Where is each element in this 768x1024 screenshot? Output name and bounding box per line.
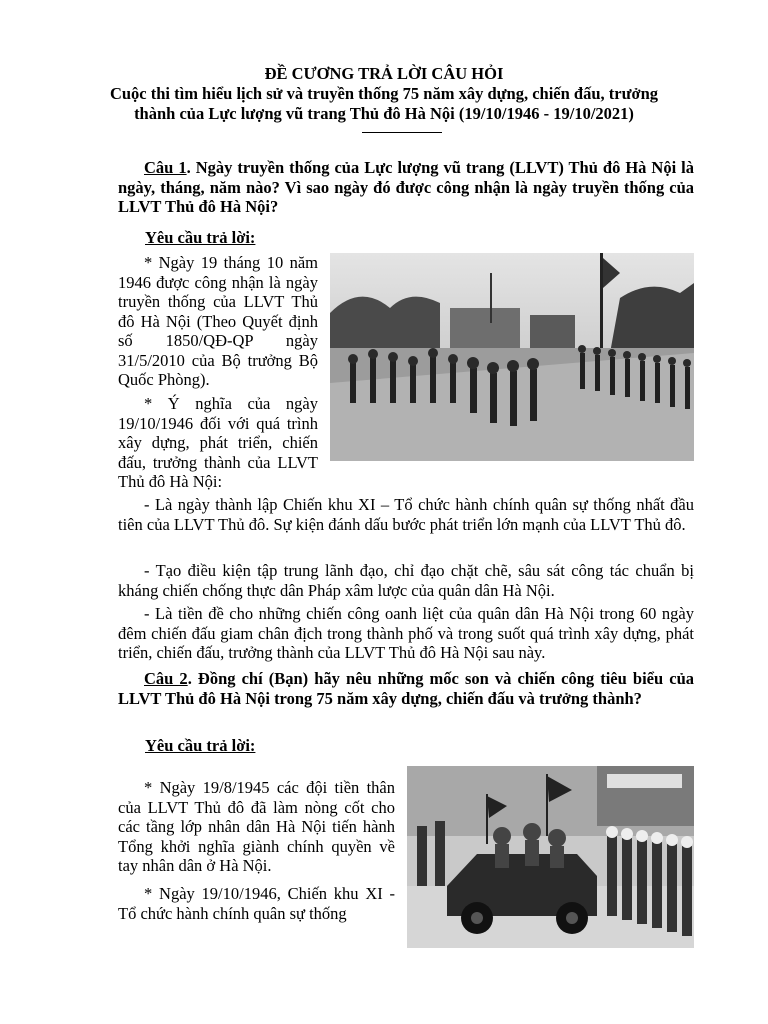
question-1	[118, 158, 694, 217]
historical-photo-troops-parade	[330, 253, 694, 461]
doc-subtitle-line1: Cuộc thi tìm hiểu lịch sử và truyền thống 75 năm xây dựng, chiến đấu, trưởng	[109, 84, 659, 103]
q1-bullet-1: - Là ngày thành lập Chiến khu XI – Tổ chức hành chính quân sự thống nhất đầu tiên của LLVT Thủ đô. Sự kiện đánh dấu bước phát triển lớn mạnh của LLVT Thủ đô.	[118, 495, 694, 534]
title-divider	[362, 132, 442, 133]
question-1-text: . Ngày truyền thống của Lực lượng vũ trang (LLVT) Thủ đô Hà Nội là ngày, tháng, năm nào? Vì sao ngày đó được công nhận là ngày truyền thống của LLVT Thủ đô Hà Nội?	[118, 158, 694, 216]
question-2	[118, 669, 694, 708]
q2-answer-point-1: * Ngày 19/8/1945 các đội tiền thân của LLVT Thủ đô đã làm nòng cốt cho các tầng lớp nhân dân Hà Nội tiến hành Tổng khởi nghĩa giành chính quyền về tay nhân dân ở Hà Nội.	[118, 778, 395, 875]
q1-answer-point-1: * Ngày 19 tháng 10 năm 1946 được công nhận là ngày truyền thống của LLVT Thủ đô Hà Nội (Theo Quyết định số 1850/QĐ-QP ngày 31/5/2010 của Bộ trưởng Bộ Quốc Phòng).	[118, 253, 318, 389]
question-2-label: Câu 2	[144, 669, 188, 688]
answer-requirement-label-2: Yêu cầu trả lời:	[145, 736, 256, 755]
question-2-text: . Đồng chí (Bạn) hãy nêu những mốc son và chiến công tiêu biểu của LLVT Thủ đô Hà Nội trong 75 năm xây dựng, chiến đấu và trưởng thành?	[118, 669, 694, 708]
q1-bullet-3: - Là tiền đề cho những chiến công oanh liệt của quân dân Hà Nội trong 60 ngày đêm chiến đấu giam chân địch trong thành phố và trong suốt quá trình xây dựng, phát triển, chiến đấu, trưởng thành của LLVT Thủ đô Hà Nội sau này.	[118, 604, 694, 662]
historical-photo-jeep-crowd	[407, 766, 694, 948]
answer-requirement-label-1: Yêu cầu trả lời:	[145, 228, 256, 247]
q1-answer-point-2: * Ý nghĩa của ngày 19/10/1946 đối với quá trình xây dựng, phát triển, chiến đấu, trưởng thành của LLVT Thủ đô Hà Nội:	[118, 394, 318, 491]
question-1-label: Câu 1	[144, 158, 187, 177]
doc-subtitle-line2: thành của Lực lượng vũ trang Thủ đô Hà Nội (19/10/1946 - 19/10/2021)	[134, 104, 634, 123]
q1-bullet-2: - Tạo điều kiện tập trung lãnh đạo, chỉ đạo chặt chẽ, sâu sát công tác chuẩn bị kháng chiến chống thực dân Pháp xâm lược của quân dân Hà Nội.	[118, 561, 694, 600]
doc-title: ĐỀ CƯƠNG TRẢ LỜI CÂU HỎI	[264, 64, 504, 83]
q2-answer-point-2: * Ngày 19/10/1946, Chiến khu XI - Tổ chức hành chính quân sự thống	[118, 884, 395, 923]
